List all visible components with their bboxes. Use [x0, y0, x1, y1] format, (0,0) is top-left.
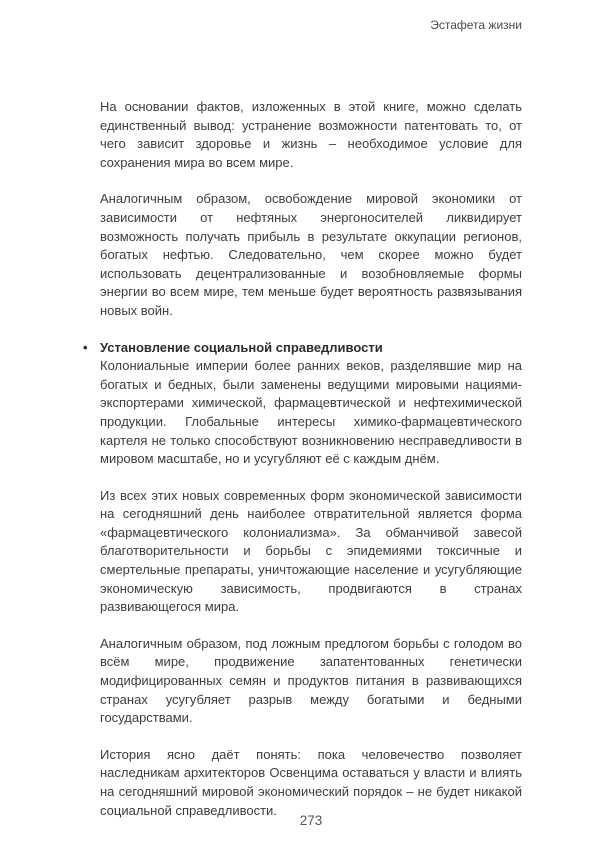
paragraph: История ясно даёт понять: пока человечество позволяет наследникам архитекторов Освенцима оставаться у власти и влиять на сегодняшний мировой экономический порядок – не будет никакой социальной справедливости. — [100, 746, 522, 818]
running-header: Эстафета жизни — [430, 18, 522, 32]
bullet-heading: Установление социальной справедливости — [100, 339, 383, 355]
page-number: 273 — [299, 813, 323, 828]
bullet-item — [83, 339, 522, 469]
paragraph: Из всех этих новых современных форм экономической зависимости на сегодняшний день наиболее отвратительной является форма «фармацевтического колониализма». За обманчивой завесой благотворительности и борьбы с эпидемиями токсичные и смертельные препараты, уничтожающие население и усугубляющие экономическую зависимость, продвигаются в странах развивающегося мира. — [100, 487, 522, 615]
bullet-paragraph: Колониальные империи более ранних веков, разделявшие мир на богатых и бедных, были заменены ведущими мировыми нациями-экспортерами химической, фармацевтической и нефтехимической продукции. Глобальные интересы химико-фармацевтического картеля не только способствуют возникновению несправедливости в мировом масштабе, но и усугубляют её с каждым днём. — [100, 358, 522, 467]
paragraph: На основании фактов, изложенных в этой книге, можно сделать единственный вывод: устранение возможности патентовать то, от чего зависит здоровье и жизнь – необходимое условие для сохранения мира во всем мире. — [100, 99, 522, 170]
body-text — [83, 98, 522, 838]
bullet-icon: • — [83, 339, 88, 355]
paragraph: Аналогичным образом, освобождение мировой экономики от зависимости от нефтяных энергоносителей ликвидирует возможность получать прибыль в результате оккупации регионов, богатых нефтью. Следовательно, чем скорее можно будет использовать децентрализованные и возобновляемые формы энергии во всем мире, тем меньше будет вероятность развязывания новых войн. — [100, 191, 522, 318]
paragraph: Аналогичным образом, под ложным предлогом борьбы с голодом во всём мире, продвижение запатентованных генетически модифицированных семян и продуктов питания в развивающихся странах усугубляет разрыв между богатыми и бедными государствами. — [100, 635, 522, 726]
